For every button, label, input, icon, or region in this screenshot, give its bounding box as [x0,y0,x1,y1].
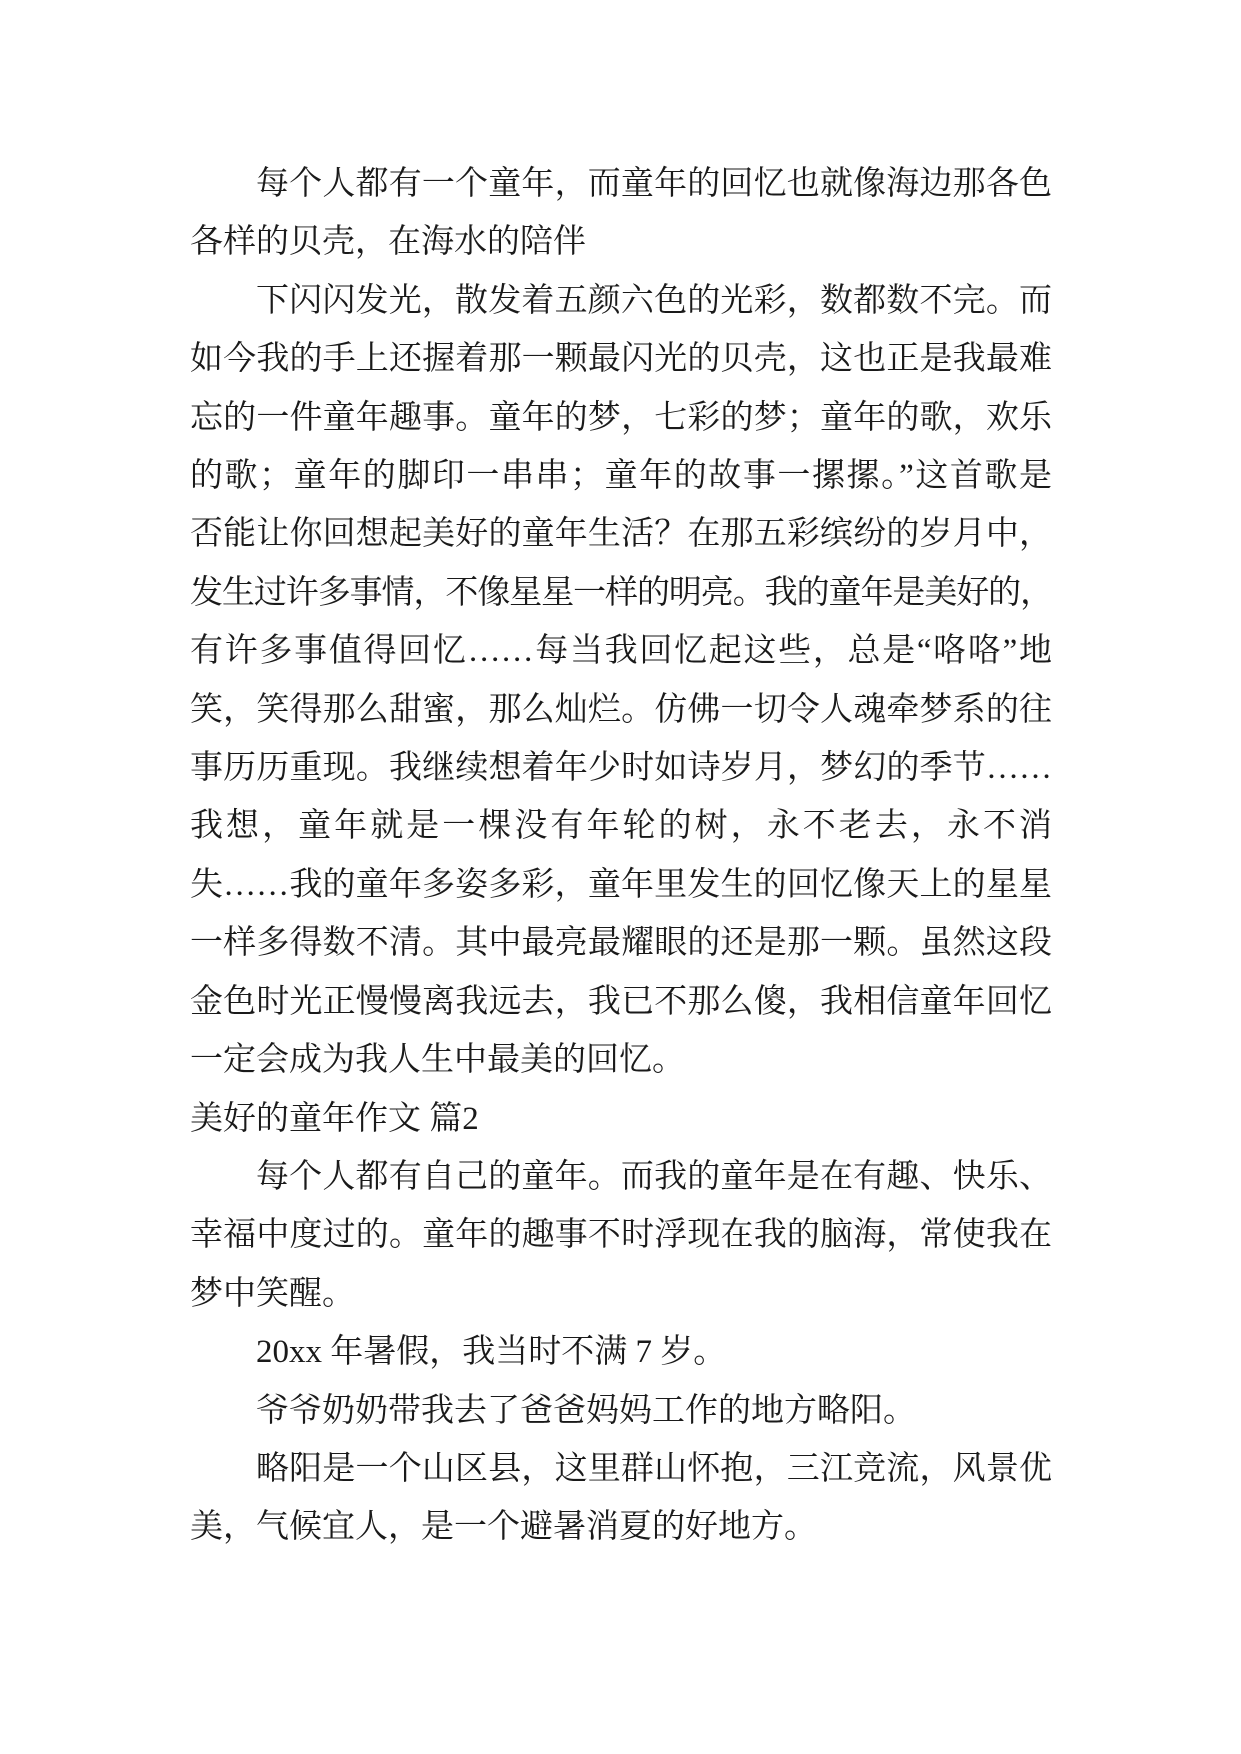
text-line: 否能让你回想起美好的童年生活？在那五彩缤纷的岁月中， [190,516,1052,553]
document-body [190,155,1052,1557]
paragraph [190,272,1052,1090]
text-line: 美，气候宜人，是一个避暑消夏的好地方。 [190,1509,817,1546]
text-line: 金色时光正慢慢离我远去，我已不那么傻，我相信童年回忆 [190,983,1052,1020]
section-heading [190,1090,1052,1148]
text-line: 爷爷奶奶带我去了爸爸妈妈工作的地方略阳。 [256,1392,916,1429]
text-line: 事历历重现。我继续想着年少时如诗岁月，梦幻的季节…… [190,750,1052,787]
paragraph [190,1440,1052,1557]
text-line: 一定会成为我人生中最美的回忆。 [190,1042,685,1079]
text-line: 一样多得数不清。其中最亮最耀眼的还是那一颗。虽然这段 [190,925,1052,962]
text-line: 的歌；童年的脚印一串串；童年的故事一摞摞。”这首歌是 [190,458,1052,495]
text-line: 20xx 年暑假，我当时不满 7 岁。 [256,1334,727,1371]
text-line: 略阳是一个山区县，这里群山怀抱，三江竞流，风景优 [256,1450,1052,1487]
paragraph [190,155,1052,272]
paragraph [190,1382,1052,1440]
text-line: 我想，童年就是一棵没有年轮的树，永不老去，永不消 [190,808,1052,845]
paragraph [190,1148,1052,1323]
paragraph [190,1323,1052,1381]
text-line: 有许多事值得回忆……每当我回忆起这些，总是“咯咯”地 [190,633,1052,670]
text-line: 忘的一件童年趣事。童年的梦，七彩的梦；童年的歌，欢乐 [190,399,1052,436]
text-line: 发生过许多事情，不像星星一样的明亮。我的童年是美好的， [190,574,1052,611]
text-line: 笑，笑得那么甜蜜，那么灿烂。仿佛一切令人魂牵梦系的往 [190,691,1052,728]
text-line: 各样的贝壳，在海水的陪伴 [190,224,586,261]
text-line: 每个人都有一个童年，而童年的回忆也就像海边那各色 [256,166,1052,202]
text-line: 幸福中度过的。童年的趣事不时浮现在我的脑海，常使我在 [190,1217,1052,1254]
text-line: 梦中笑醒。 [190,1275,355,1312]
text-line: 下闪闪发光，散发着五颜六色的光彩，数都数不完。而 [256,282,1052,319]
text-line: 如今我的手上还握着那一颗最闪光的贝壳，这也正是我最难 [190,341,1052,378]
text-line: 失……我的童年多姿多彩，童年里发生的回忆像天上的星星 [190,866,1052,903]
section-heading-text: 美好的童年作文 篇2 [190,1100,479,1137]
text-line: 每个人都有自己的童年。而我的童年是在有趣、快乐、 [256,1158,1052,1195]
